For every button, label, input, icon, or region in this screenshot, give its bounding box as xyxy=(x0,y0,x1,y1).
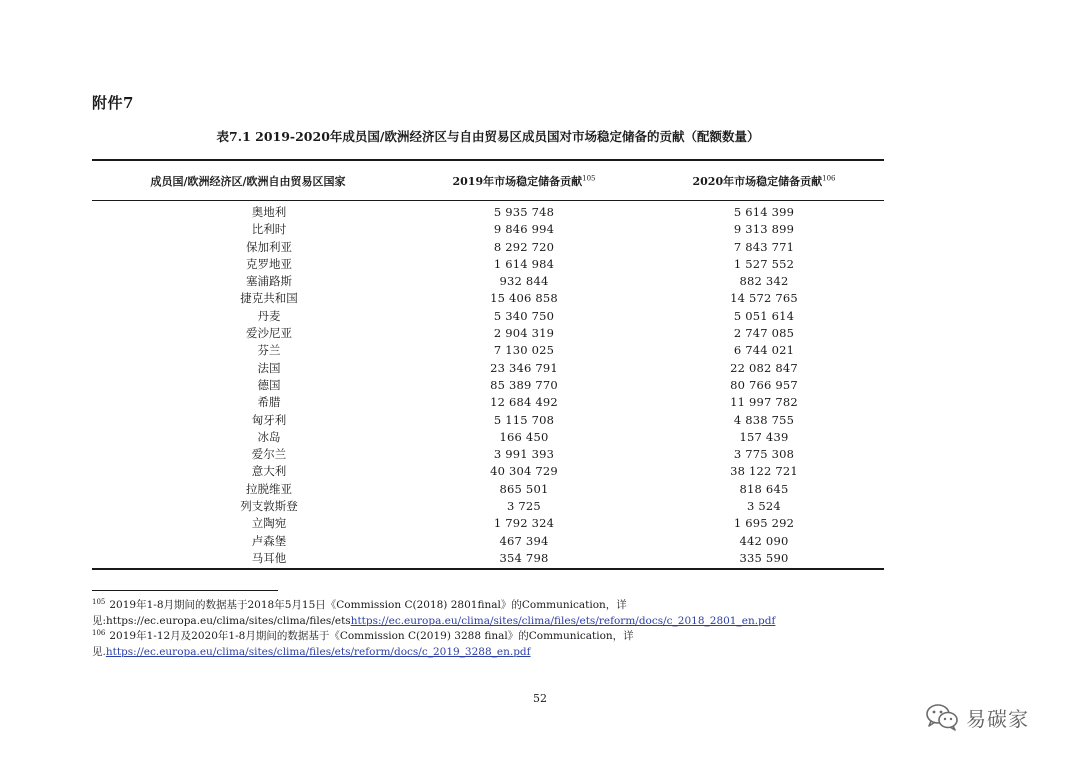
footnote-106-link[interactable]: https://ec.europa.eu/clima/sites/clima/files/ets/reform/docs/c_2019_3288_en.pdf xyxy=(105,645,531,658)
value-2020-cell: 7 843 771 xyxy=(733,239,795,254)
country-cell: 爱尔兰 xyxy=(251,447,287,462)
country-cell: 卢森堡 xyxy=(251,533,287,548)
table-row xyxy=(92,239,884,256)
value-2020-cell: 1 527 552 xyxy=(733,256,795,271)
value-2019-cell: 932 844 xyxy=(499,274,549,289)
country-cell: 丹麦 xyxy=(257,308,281,323)
footnote-105-line2: 见:https://ec.europa.eu/clima/sites/clima/files/etshttps://ec.europa.eu/clima/sites/clima/files/ets/reform/docs/c_2018_2801_en.pdf xyxy=(92,614,776,627)
value-2020-cell: 11 997 782 xyxy=(730,395,798,410)
table-row xyxy=(92,533,884,550)
table-row xyxy=(92,377,884,394)
table-row xyxy=(92,290,884,307)
value-2020-cell: 2 747 085 xyxy=(733,326,795,341)
value-2019-cell: 40 304 729 xyxy=(490,464,558,479)
footnote-106-line2: 见.https://ec.europa.eu/clima/sites/clima/files/ets/reform/docs/c_2019_3288_en.pdf xyxy=(92,645,531,658)
value-2020-cell: 157 439 xyxy=(739,429,789,444)
value-2019-cell: 5 935 748 xyxy=(493,205,555,219)
table-row xyxy=(92,463,884,480)
country-cell: 匈牙利 xyxy=(251,412,287,427)
country-cell: 芬兰 xyxy=(257,343,281,358)
value-2020-cell: 3 524 xyxy=(747,499,781,514)
footnote-106-line1: $^{106}$ 2019年1-12月及2020年1-8月期间的数据基于《Commission C(2019) 3288 final》的Communication，详 xyxy=(92,628,634,642)
table-row xyxy=(92,481,884,498)
table-row xyxy=(92,221,884,238)
value-2020-cell: 882 342 xyxy=(739,274,789,289)
value-2019-cell: 5 340 750 xyxy=(493,308,555,323)
value-2019-cell: 467 394 xyxy=(499,533,549,548)
country-cell: 希腊 xyxy=(257,395,281,410)
value-2020-cell: 6 744 021 xyxy=(733,343,795,358)
value-2019-cell: 85 389 770 xyxy=(490,377,558,392)
value-2020-cell: 14 572 765 xyxy=(730,291,798,306)
country-cell: 爱沙尼亚 xyxy=(246,326,292,341)
country-cell: 马耳他 xyxy=(251,550,287,565)
header-2019: 2019年市场稳定储备贡献$^{105}$ xyxy=(452,173,596,188)
country-cell: 塞浦路斯 xyxy=(246,274,292,289)
country-cell: 列支敦斯登 xyxy=(240,499,298,514)
table-row xyxy=(92,498,884,515)
country-cell: 德国 xyxy=(257,377,281,392)
value-2020-cell: 80 766 957 xyxy=(730,377,798,392)
value-2019-cell: 8 292 720 xyxy=(493,239,555,254)
country-cell: 克罗地亚 xyxy=(246,256,292,271)
value-2020-cell: 442 090 xyxy=(739,533,789,548)
header-2020: 2020年市场稳定储备贡献$^{106}$ xyxy=(692,173,836,188)
value-2020-cell: 3 775 308 xyxy=(733,447,795,462)
value-2019-cell: 865 501 xyxy=(499,481,549,496)
table-header-row xyxy=(92,161,884,201)
country-cell: 冰岛 xyxy=(257,429,281,444)
value-2020-cell: 5 051 614 xyxy=(733,308,795,323)
table-caption: 表7.1 2019-2020年成员国/欧洲经济区与自由贸易区成员国对市场稳定储备的贡献（配额数量） xyxy=(216,129,760,144)
value-2020-cell: 9 313 899 xyxy=(733,222,795,237)
footnote-105-link[interactable]: https://ec.europa.eu/clima/sites/clima/files/ets/reform/docs/c_2018_2801_en.pdf xyxy=(350,614,776,627)
table-row xyxy=(92,394,884,411)
table-row xyxy=(92,429,884,446)
value-2019-cell: 23 346 791 xyxy=(490,360,558,375)
page-number: 52 xyxy=(533,692,547,705)
wechat-icon xyxy=(924,702,960,732)
table-row xyxy=(92,256,884,273)
table-row xyxy=(92,515,884,532)
country-cell: 立陶宛 xyxy=(251,516,287,531)
table-row xyxy=(92,273,884,290)
value-2019-cell: 2 904 319 xyxy=(493,326,555,341)
value-2020-cell: 818 645 xyxy=(739,481,789,496)
value-2019-cell: 354 798 xyxy=(499,550,549,565)
value-2019-cell: 7 130 025 xyxy=(493,343,555,358)
value-2020-cell: 1 695 292 xyxy=(733,516,795,531)
annex-title: 附件7 xyxy=(92,94,134,112)
footnote-ref-106: 106 xyxy=(822,173,836,182)
country-cell: 捷克共和国 xyxy=(240,291,298,306)
table-body xyxy=(92,201,884,568)
footnote-105-line1: $^{105}$ 2019年1-8月期间的数据基于2018年5月15日《Commission C(2018) 2801final》的Communication，详 xyxy=(92,597,627,611)
header-country: 成员国/欧洲经济区/欧洲自由贸易区国家 xyxy=(150,174,346,188)
table-row xyxy=(92,204,884,221)
value-2019-cell: 5 115 708 xyxy=(493,412,555,427)
footnote-divider xyxy=(92,590,278,591)
footnotes xyxy=(92,598,892,660)
country-cell: 意大利 xyxy=(251,464,287,479)
table-row xyxy=(92,342,884,359)
value-2019-cell: 9 846 994 xyxy=(493,222,555,237)
table-row xyxy=(92,550,884,567)
value-2019-cell: 3 725 xyxy=(507,499,541,514)
value-2020-cell: 38 122 721 xyxy=(730,464,798,479)
table-row xyxy=(92,412,884,429)
watermark xyxy=(924,700,1029,734)
table-row xyxy=(92,325,884,342)
footnote-ref-105: 105 xyxy=(582,173,596,182)
country-cell: 奥地利 xyxy=(251,205,287,219)
value-2020-cell: 4 838 755 xyxy=(733,412,795,427)
value-2019-cell: 15 406 858 xyxy=(490,291,558,306)
value-2020-cell: 335 590 xyxy=(739,550,789,565)
value-2019-cell: 1 792 324 xyxy=(493,516,555,531)
value-2020-cell: 22 082 847 xyxy=(730,360,798,375)
table-row xyxy=(92,446,884,463)
watermark-text: 易碳家 xyxy=(966,706,1029,731)
value-2019-cell: 166 450 xyxy=(499,429,549,444)
country-cell: 保加利亚 xyxy=(246,239,292,254)
value-2020-cell: 5 614 399 xyxy=(733,205,795,219)
contribution-table xyxy=(92,159,884,570)
country-cell: 法国 xyxy=(257,360,281,375)
value-2019-cell: 1 614 984 xyxy=(493,256,555,271)
value-2019-cell: 12 684 492 xyxy=(490,395,558,410)
table-row xyxy=(92,360,884,377)
table-row xyxy=(92,308,884,325)
value-2019-cell: 3 991 393 xyxy=(493,447,555,462)
country-cell: 比利时 xyxy=(251,222,287,237)
country-cell: 拉脱维亚 xyxy=(246,481,292,496)
